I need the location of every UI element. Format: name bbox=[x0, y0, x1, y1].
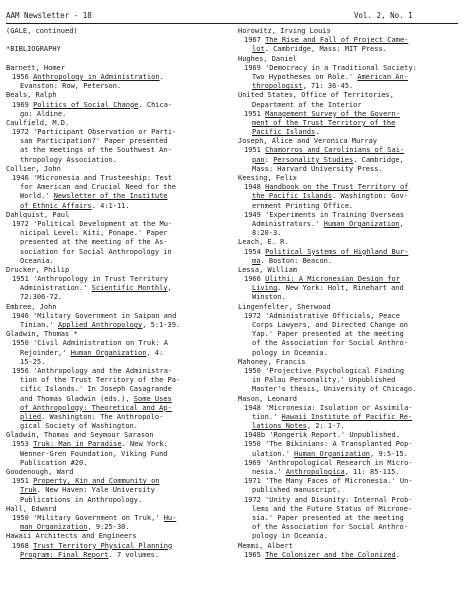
bibliography-entry-line bbox=[238, 422, 460, 431]
text-segment: . Cambridge, Mass: MIT Press. bbox=[264, 45, 387, 54]
text-segment: Caulfield, M.D. bbox=[6, 118, 70, 127]
text-segment: Collier, John bbox=[6, 164, 61, 173]
text-segment: tion.' bbox=[252, 412, 282, 421]
bibliography-entry-line bbox=[238, 450, 460, 459]
bibliography-author-line bbox=[6, 505, 228, 514]
text-segment: 1946 'Military Government in Saipan and bbox=[12, 311, 177, 320]
text-segment: Gladwin, Thomas * bbox=[6, 330, 78, 339]
bibliography-entry-line bbox=[238, 523, 460, 532]
bibliography-entry-line bbox=[6, 321, 228, 330]
bibliography-author-line bbox=[238, 358, 460, 367]
text-segment: 1949 'Experiments in Training Overseas bbox=[244, 210, 405, 219]
text-segment: Rejoinder,' bbox=[20, 348, 71, 357]
bibliography-entry-line bbox=[6, 450, 228, 459]
text-segment: . bbox=[395, 550, 400, 559]
text-segment: . bbox=[315, 128, 320, 137]
text-segment: 1972 'Unity and Disunity: Internal Prob- bbox=[244, 495, 413, 504]
text-segment: 8:20-3. bbox=[252, 229, 282, 238]
text-segment: . New Haven: Yale University bbox=[36, 486, 155, 495]
bibliography-author-line bbox=[6, 431, 228, 440]
text-segment: Embree, John bbox=[6, 302, 57, 311]
bibliography-entry-line bbox=[6, 367, 228, 376]
text-segment: san Participation?' Paper presented bbox=[20, 137, 168, 146]
underlined-title: Hu- bbox=[163, 513, 177, 522]
text-segment: (GALE, continued) bbox=[6, 27, 78, 35]
blank-line bbox=[6, 36, 228, 45]
text-segment: presented at the meeting of the As- bbox=[20, 238, 168, 247]
bibliography-entry-line bbox=[238, 312, 460, 321]
text-segment: , 2: 1-7. bbox=[306, 422, 345, 431]
bibliography-entry-line bbox=[238, 36, 460, 45]
text-segment: Lingenfelter, Sherwood bbox=[238, 302, 331, 311]
bibliography-author-line bbox=[238, 238, 460, 247]
bibliography-entry-line bbox=[6, 174, 228, 183]
bibliography-entry-line bbox=[6, 110, 228, 119]
bibliography-entry-line bbox=[238, 376, 460, 385]
bibliography-entry-line bbox=[238, 413, 460, 422]
bibliography-entry-line bbox=[238, 431, 460, 440]
bibliography-entry-line bbox=[6, 542, 228, 551]
text-segment: 1972 'Participant Observation or Parti- bbox=[12, 128, 177, 137]
text-segment: 1969 bbox=[12, 100, 34, 109]
bibliography-entry-line bbox=[238, 404, 460, 413]
text-segment: . Chica- bbox=[138, 100, 173, 109]
bibliography-author-line bbox=[6, 119, 228, 128]
text-segment: 1951 'Anthropology in Trust Territory bbox=[12, 275, 168, 284]
bibliography-entry-line bbox=[238, 440, 460, 449]
bibliography-entry-line bbox=[238, 257, 460, 266]
text-segment: 1946 'Micronesia and Trusteeship: Test bbox=[12, 174, 173, 182]
underlined-title: ment of the Trust Territory of the bbox=[252, 118, 396, 127]
text-segment: . bbox=[159, 72, 164, 81]
bibliography-entry-line bbox=[238, 248, 460, 257]
text-segment: Wenner-Gren Foundation, Viking Fund bbox=[20, 449, 168, 458]
text-segment: 1972 'Political Development at the Mu- bbox=[12, 219, 173, 228]
text-segment: ulation.' bbox=[252, 449, 295, 458]
underlined-title: Hawaii Institute of Pacific Re- bbox=[281, 412, 413, 421]
text-segment: , 71: 36-45. bbox=[302, 82, 354, 91]
text-segment: , 5:1-39. bbox=[142, 321, 181, 329]
underlined-title: Ulithi: A Micronesian Design for bbox=[265, 275, 400, 284]
bibliography-entry-line bbox=[6, 404, 228, 413]
underlined-title: Newsletter of the Institute bbox=[53, 192, 168, 201]
bibliography-author-line bbox=[238, 303, 460, 312]
bibliography-entry-line bbox=[238, 477, 460, 486]
text-segment: 1950 'Projective Psychological Finding bbox=[244, 366, 405, 375]
text-segment: 1956 'Anthropology and the Administra- bbox=[12, 366, 173, 375]
text-segment: of the Association for Social Anthro- bbox=[252, 523, 408, 532]
bibliography-entry-line bbox=[238, 284, 460, 293]
bibliography-entry-line bbox=[6, 82, 228, 91]
bibliography-author-line bbox=[6, 64, 228, 73]
bibliography-entry-line bbox=[238, 275, 460, 284]
bibliography-entry-line bbox=[6, 385, 228, 394]
text-segment: Hughes, Daniel bbox=[238, 54, 298, 63]
bibliography-author-line bbox=[6, 532, 228, 541]
bibliography-author-line bbox=[6, 45, 228, 54]
underlined-title: Human Organization bbox=[70, 348, 147, 357]
text-segment: Horowitz, Irving Louis bbox=[238, 27, 331, 35]
bibliography-author-line bbox=[238, 395, 460, 404]
bibliography-entry-line bbox=[238, 468, 460, 477]
text-segment: Two Hypotheses on Role.' bbox=[252, 72, 358, 81]
text-segment: 1956 bbox=[12, 72, 34, 81]
text-segment: , 9:25-30. bbox=[87, 523, 130, 532]
underlined-title: Truk: Man in Paradise bbox=[33, 440, 122, 449]
underlined-title: Scientific Monthly bbox=[91, 284, 168, 293]
bibliography-entry-line bbox=[6, 156, 228, 165]
underlined-title: plied bbox=[20, 412, 42, 421]
bibliography-entry-line bbox=[238, 82, 460, 91]
text-segment: , bbox=[167, 284, 172, 293]
bibliography-entry-line bbox=[238, 165, 460, 174]
text-segment: . 7 volumes. bbox=[108, 550, 160, 559]
text-segment: published manuscript. bbox=[252, 486, 341, 495]
bibliography-author-line bbox=[6, 266, 228, 275]
text-segment: Goodenough, Ward bbox=[6, 468, 74, 476]
text-segment: Joseph, Alice and Veronica Murray bbox=[238, 137, 378, 146]
bibliography-author-line bbox=[6, 330, 228, 339]
text-segment: 1972 'Administrative Officials, Peace bbox=[244, 311, 400, 320]
bibliography-entry-line bbox=[238, 486, 460, 495]
text-segment: Master's thesis, University of Chicago. bbox=[252, 385, 417, 394]
text-segment: Yap.' Paper presented at the meeting bbox=[252, 330, 404, 339]
text-segment: for American and Crucial Need for the bbox=[20, 183, 176, 192]
header-rule bbox=[6, 23, 458, 24]
text-segment: 72:306-72. bbox=[20, 293, 63, 302]
text-segment: . New York: bbox=[121, 440, 168, 449]
underlined-title: thropologist bbox=[252, 82, 303, 91]
underlined-title: Political Systems of Highland Bur- bbox=[265, 247, 409, 256]
text-segment: sociation for Social Anthropology in bbox=[20, 247, 172, 256]
text-segment: 1954 bbox=[244, 247, 266, 256]
text-segment: thropology Association. bbox=[20, 155, 117, 164]
bibliography-author-line bbox=[238, 266, 460, 275]
bibliography-entry-line bbox=[6, 202, 228, 211]
text-segment: in Palau Personality.' Unpublished bbox=[252, 376, 396, 385]
text-segment: Hall, Edward bbox=[6, 504, 57, 513]
bibliography-entry-line bbox=[238, 192, 460, 201]
bibliography-author-line bbox=[238, 27, 460, 36]
bibliography-entry-line bbox=[6, 312, 228, 321]
text-segment: . Washington: Gov- bbox=[332, 192, 408, 201]
text-segment: Drucker, Philip bbox=[6, 265, 70, 274]
underlined-title: lations Notes bbox=[252, 422, 307, 431]
text-segment: United States, Office of Territories, bbox=[238, 91, 394, 100]
underlined-title: The Rise and Fall of Project Came- bbox=[265, 36, 409, 45]
text-segment: , 11: 85-115. bbox=[344, 468, 400, 476]
text-segment: . Washington: The Anthropolo- bbox=[41, 412, 164, 421]
bibliography-author-line bbox=[238, 137, 460, 146]
underlined-title: man Organization bbox=[20, 523, 88, 532]
bibliography-entry-line bbox=[6, 257, 228, 266]
bibliography-entry-line bbox=[238, 505, 460, 514]
underlined-title: Anthropologica bbox=[285, 468, 345, 476]
text-segment: and Thomas Gladwin (eds.), bbox=[20, 394, 134, 403]
text-segment: Oceania. bbox=[20, 256, 54, 265]
underlined-title: Property, Kin and Community on bbox=[33, 477, 160, 486]
bibliography-entry-line bbox=[6, 146, 228, 155]
text-segment: Memmi, Albert bbox=[238, 541, 293, 550]
text-segment: Beals, Ralph bbox=[6, 91, 57, 100]
underlined-title: Politics of Social Change bbox=[33, 100, 139, 109]
bibliography-author-line bbox=[238, 542, 460, 551]
bibliography-entry-line bbox=[238, 551, 460, 560]
text-segment: nesia.' bbox=[252, 468, 286, 476]
bibliography-author-line bbox=[6, 468, 228, 477]
bibliography-entry-line bbox=[6, 523, 228, 532]
right-column bbox=[238, 27, 460, 560]
text-segment: World.' bbox=[20, 192, 54, 201]
text-segment: Barnett, Homer bbox=[6, 63, 66, 72]
text-segment: 1971 'The Many Faces of Micronesia.' Un- bbox=[244, 477, 413, 486]
text-segment: 1969 'Anthropological Research in Micro- bbox=[244, 458, 413, 467]
text-segment: 1950 'Military Government on Truk,' bbox=[12, 513, 164, 522]
left-column bbox=[6, 27, 228, 560]
text-segment: 1967 bbox=[244, 36, 266, 45]
bibliography-entry-line bbox=[238, 459, 460, 468]
bibliography-entry-line bbox=[6, 275, 228, 284]
text-segment: . New York: Holt, Rinehart and bbox=[277, 284, 404, 293]
text-segment: pology in Oceania. bbox=[252, 532, 328, 541]
text-segment: 1950 'The Bikinians: A Transplanted Pop- bbox=[244, 440, 413, 449]
text-segment: 1951 bbox=[12, 477, 34, 486]
text-segment: Keesing, Felix bbox=[238, 174, 298, 182]
bibliography-entry-line bbox=[238, 330, 460, 339]
text-segment: Publication #20. bbox=[20, 458, 88, 467]
text-segment: tion of the Trust Territory of the Pa- bbox=[20, 376, 181, 385]
text-segment: . Boston: Beacon. bbox=[260, 256, 333, 265]
bibliography-entry-line bbox=[238, 321, 460, 330]
text-segment: lems and the Future Status of Microne- bbox=[252, 504, 413, 513]
underlined-title: Personality Studies bbox=[273, 155, 354, 164]
volume-issue: Vol. 2, No. 1 bbox=[354, 11, 413, 20]
text-segment: 1948b 'Rongerik Report.' Unpublished. bbox=[244, 431, 400, 440]
bibliography-entry-line bbox=[238, 220, 460, 229]
underlined-title: Trust Territory Physical Planning bbox=[33, 541, 173, 550]
bibliography-author-line bbox=[6, 165, 228, 174]
bibliography-entry-line bbox=[6, 486, 228, 495]
text-segment: gical Society of Washington. bbox=[20, 422, 139, 431]
text-segment: Mass: Harvard University Press. bbox=[252, 164, 383, 173]
text-segment: . 4:1-11. bbox=[91, 201, 130, 210]
text-segment: , 9:5-15. bbox=[370, 449, 408, 458]
bibliography-entry-line bbox=[6, 101, 228, 110]
bibliography-entry-line bbox=[6, 376, 228, 385]
text-segment: 1969 'Democracy in a Traditional Society: bbox=[244, 63, 417, 72]
bibliography-entry-line bbox=[238, 146, 460, 155]
underlined-title: Pacific Islands bbox=[252, 128, 316, 137]
underlined-title: Human Organization bbox=[323, 219, 400, 228]
text-segment: 1951 bbox=[244, 109, 266, 118]
bibliography-entry-line bbox=[238, 128, 460, 137]
text-segment: 1966 bbox=[244, 275, 266, 284]
bibliography-entry-line bbox=[238, 514, 460, 523]
underlined-title: of Anthropology: Theoretical and Ap- bbox=[20, 403, 172, 412]
bibliography-entry-line bbox=[6, 284, 228, 293]
underlined-title: Handbook on the Trust Territory of bbox=[265, 183, 409, 192]
bibliography-entry-line bbox=[6, 459, 228, 468]
underlined-title: American An- bbox=[357, 72, 408, 81]
bibliography-entry-line bbox=[238, 73, 460, 82]
text-segment: 1950 'Civil Administration on Truk: A bbox=[12, 339, 168, 348]
underlined-title: pan bbox=[252, 155, 265, 164]
bibliography-entry-line bbox=[238, 339, 460, 348]
bibliography-entry-line bbox=[6, 248, 228, 257]
text-segment: Administration.' bbox=[20, 284, 92, 293]
text-segment: Mahoney, Francis bbox=[238, 357, 306, 366]
bibliography-entry-line bbox=[6, 220, 228, 229]
text-segment: go: Aldine. bbox=[20, 109, 67, 118]
underlined-title: ma bbox=[252, 256, 261, 265]
underlined-title: Some Uses bbox=[133, 394, 172, 403]
bibliography-entry-line bbox=[238, 229, 460, 238]
bibliography-entry-line bbox=[6, 477, 228, 486]
bibliography-entry-line bbox=[6, 551, 228, 560]
text-segment: , 4: bbox=[146, 348, 164, 357]
underlined-title: the Pacific Islands bbox=[252, 192, 333, 201]
text-segment: sia.' Paper presented at the meeting bbox=[252, 513, 404, 522]
text-segment: Winston. bbox=[252, 293, 286, 302]
newsletter-title: AAM Newsletter - 18 bbox=[6, 11, 92, 20]
bibliography-author-line bbox=[6, 303, 228, 312]
bibliography-entry-line bbox=[6, 358, 228, 367]
bibliography-author-line bbox=[6, 211, 228, 220]
text-segment: of the Association for Social Anthro- bbox=[252, 339, 408, 348]
text-segment: Publications in Anthropology. bbox=[20, 495, 143, 504]
bibliography-entry-line bbox=[238, 293, 460, 302]
bibliography-author-line bbox=[238, 91, 460, 100]
bibliography-entry-line bbox=[238, 385, 460, 394]
text-segment: Dahlquist, Paul bbox=[6, 210, 70, 219]
bibliography-entry-line bbox=[238, 110, 460, 119]
bibliography-entry-line bbox=[6, 183, 228, 192]
underlined-title: Living bbox=[252, 284, 278, 293]
bibliography-entry-line bbox=[6, 137, 228, 146]
text-segment: pology in Oceania. bbox=[252, 348, 328, 357]
bibliography-entry-line bbox=[238, 183, 460, 192]
bibliography-entry-line bbox=[238, 367, 460, 376]
text-segment: Tinian.' bbox=[20, 321, 58, 329]
underlined-title: of Ethnic Affairs bbox=[20, 201, 92, 210]
underlined-title: The Colonizer and the Colonized bbox=[265, 550, 396, 559]
text-segment: : bbox=[264, 155, 274, 164]
text-segment: Corps Lawyers, and Directed Change on bbox=[252, 321, 408, 329]
bibliography-entry-line bbox=[238, 64, 460, 73]
bibliography-author-line bbox=[6, 27, 228, 36]
text-segment: , bbox=[399, 219, 404, 228]
bibliography-entry-line bbox=[238, 532, 460, 541]
bibliography-entry-line bbox=[238, 202, 460, 211]
underlined-title: Human Organization bbox=[294, 449, 371, 458]
underlined-title: Management Survey of the Govern- bbox=[265, 109, 400, 118]
text-segment: Administrators.' bbox=[252, 219, 324, 228]
text-segment: Evanston: Row, Peterson. bbox=[20, 82, 122, 91]
bibliography-entry-line bbox=[6, 192, 228, 201]
text-segment: 1948 bbox=[244, 183, 266, 192]
bibliography-entry-line bbox=[6, 422, 228, 431]
text-segment: ernment Printing Office. bbox=[252, 201, 354, 210]
underlined-title: Program: Final Report bbox=[20, 550, 109, 559]
text-segment: 1951 bbox=[244, 146, 266, 155]
text-segment: . Cambridge, bbox=[353, 155, 404, 164]
bibliography-entry-line bbox=[238, 156, 460, 165]
underlined-title: Anthropology in Administration bbox=[33, 72, 160, 81]
text-segment: 1965 bbox=[244, 550, 266, 559]
text-segment: Mason, Leonard bbox=[238, 394, 298, 403]
underlined-title: lot bbox=[252, 45, 265, 54]
text-segment: *BIBLIOGRAPHY bbox=[6, 45, 61, 54]
bibliography-entry-line bbox=[6, 293, 228, 302]
text-segment: 1948 'Micronesia: Isolation or Assimila- bbox=[244, 403, 413, 412]
underlined-title: Truk bbox=[20, 486, 37, 495]
text-segment: 1968 bbox=[12, 541, 34, 550]
blank-line bbox=[6, 55, 228, 64]
bibliography-entry-line bbox=[6, 128, 228, 137]
bibliography-entry-line bbox=[238, 119, 460, 128]
text-segment: nicipal Level: Kiti, Ponape.' Paper bbox=[20, 229, 168, 238]
text-segment: Lessa, William bbox=[238, 265, 298, 274]
bibliography-entry-line bbox=[6, 73, 228, 82]
bibliography-author-line bbox=[238, 174, 460, 183]
text-segment: Hawaii Architects and Engineers bbox=[6, 532, 137, 541]
text-segment: Department of the Interior bbox=[252, 100, 362, 109]
text-segment: cific Islands.' In Joseph Casagrande bbox=[20, 385, 172, 394]
bibliography-entry-line bbox=[6, 229, 228, 238]
bibliography-entry-line bbox=[238, 496, 460, 505]
bibliography-author-line bbox=[238, 55, 460, 64]
bibliography-entry-line bbox=[6, 496, 228, 505]
bibliography-entry-line bbox=[6, 339, 228, 348]
bibliography-entry-line bbox=[238, 101, 460, 110]
bibliography-entry-line bbox=[238, 349, 460, 358]
bibliography-entry-line bbox=[238, 45, 460, 54]
underlined-title: Chamorros and Carolinians of Sai- bbox=[265, 146, 405, 155]
text-segment: Leach, E. R. bbox=[238, 238, 289, 247]
bibliography-entry-line bbox=[6, 349, 228, 358]
bibliography-entry-line bbox=[6, 440, 228, 449]
bibliography-entry-line bbox=[238, 211, 460, 220]
bibliography-entry-line bbox=[6, 413, 228, 422]
bibliography-author-line bbox=[6, 91, 228, 100]
text-segment: Gladwin, Thomas and Seymour Sarason bbox=[6, 431, 154, 440]
bibliography-entry-line bbox=[6, 514, 228, 523]
bibliography-entry-line bbox=[6, 395, 228, 404]
text-segment: at the meetings of the Southwest An- bbox=[20, 146, 172, 155]
underlined-title: Applied Anthropology bbox=[57, 321, 143, 329]
bibliography-entry-line bbox=[6, 238, 228, 247]
text-segment: 15-25. bbox=[20, 357, 46, 366]
text-segment: 1953 bbox=[12, 440, 34, 449]
